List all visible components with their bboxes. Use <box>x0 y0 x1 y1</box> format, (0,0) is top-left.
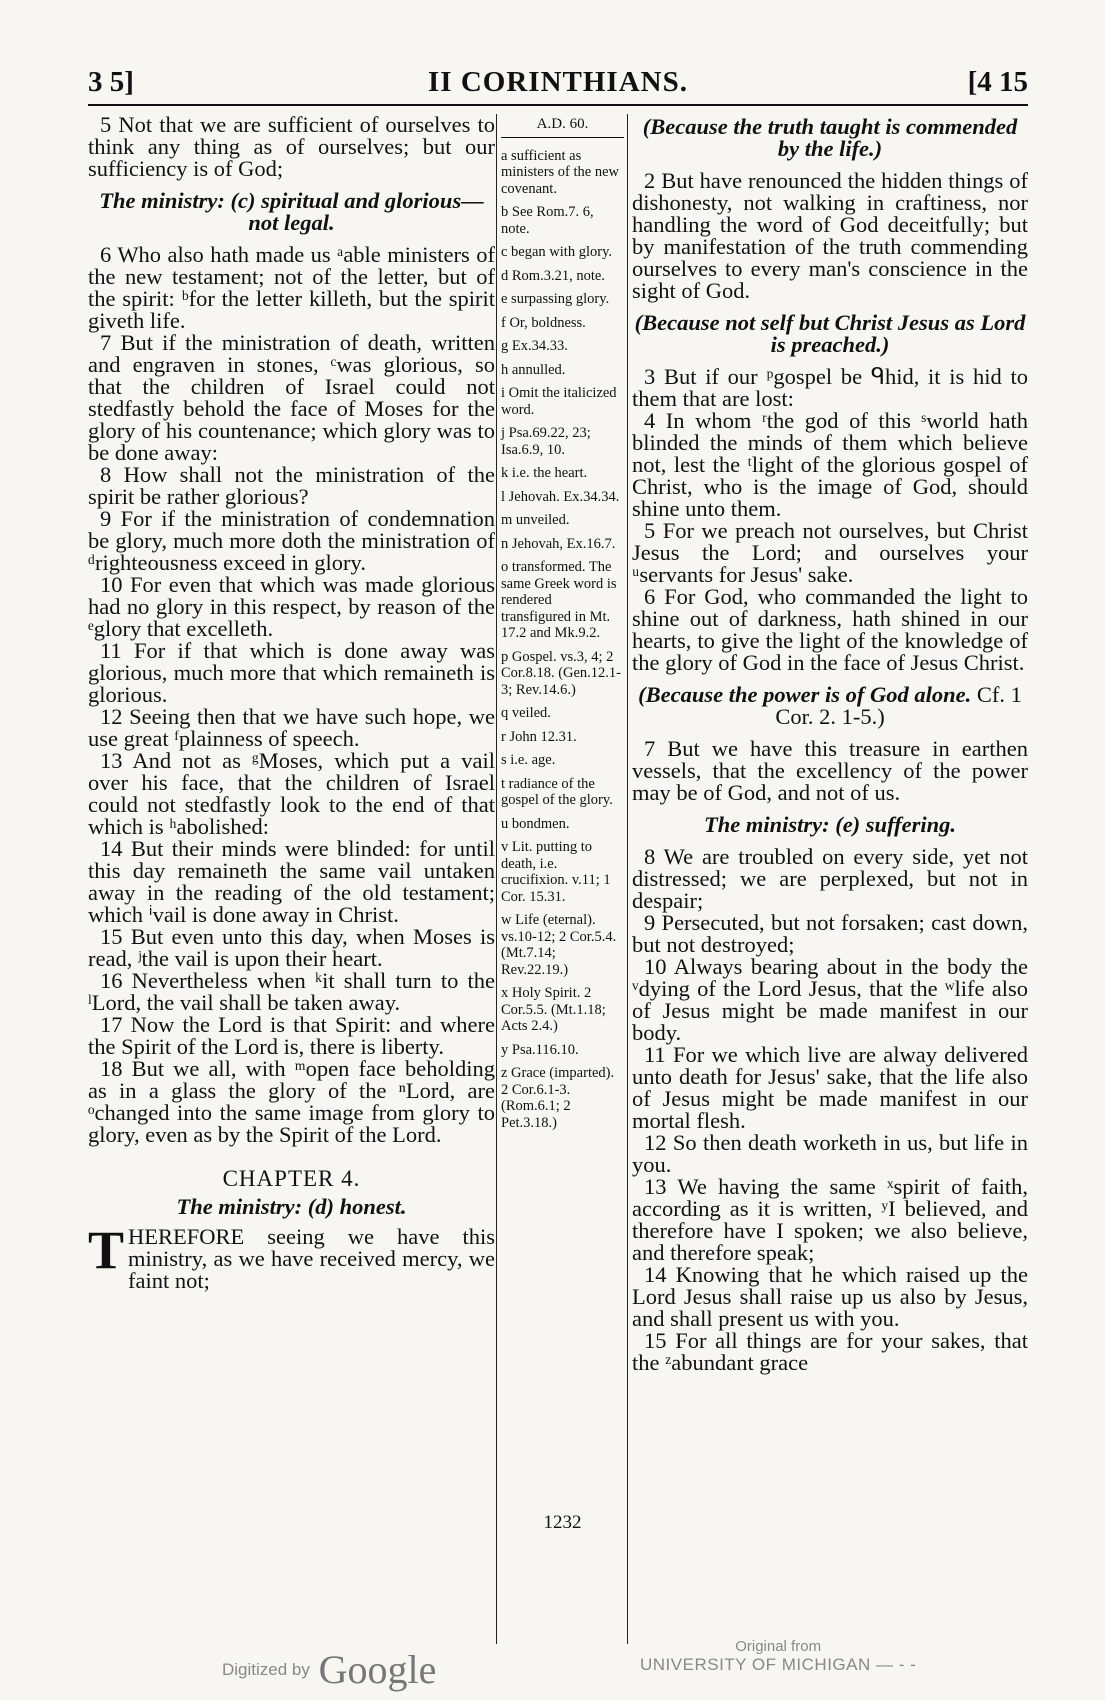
chapter-heading: CHAPTER 4. <box>222 1166 361 1191</box>
note-w: w Life (eternal). vs.10-12; 2 Cor.5.4. (Mt.7.14; Rev.22.19.) <box>501 912 617 978</box>
verse-3-13: 13 And not as ᵍMoses, which put a vail over his face, that the children of Israel could not stedfastly look to the end of that which is ʰabolished: <box>88 748 495 839</box>
verse-4-7: 7 But we have this treasure in earthen vessels, that the excellency of the power may be of God, and not of us. <box>632 736 1028 805</box>
verse-4-14: 14 Knowing that he which raised up the Lord Jesus shall raise up us also by Jesus, and shall present us with you. <box>632 1262 1028 1331</box>
verse-3-12: 12 Seeing then that we have such hope, we use great ᶠplainness of speech. <box>88 704 495 751</box>
verse-4-3: 3 But if our ᵖgospel be ᑫhid, it is hid to them that are lost: <box>632 364 1028 411</box>
verse-3-18: 18 But we all, with ᵐopen face beholding as in a glass the glory of the ⁿLord, are ᵒchanged into the same image from glory to glory, even as by the Spirit of the Lord. <box>88 1056 495 1147</box>
drop-cap: T <box>88 1220 125 1280</box>
verse-4-8: 8 We are troubled on every side, yet not distressed; we are perplexed, but not in despair; <box>632 844 1028 913</box>
note-y: y Psa.116.10. <box>501 1041 579 1058</box>
note-n: n Jehovah, Ex.16.7. <box>501 535 616 552</box>
header-left-ref: 3 5] <box>88 66 134 98</box>
google-logo: Google <box>318 1647 437 1692</box>
note-x: x Holy Spirit. 2 Cor.5.5. (Mt.1.18; Acts 2.4.) <box>501 985 606 1034</box>
heading-power-ref: Cf. 1 Cor. 2. 1-5.) <box>775 682 1022 729</box>
note-u: u bondmen. <box>501 815 570 832</box>
note-m: m unveiled. <box>501 512 570 528</box>
verse-4-6: 6 For God, who commanded the light to shine out of darkness, hath shined in our hearts, to give the light of the knowledge of the glory of God in the face of Jesus Christ. <box>632 584 1028 675</box>
note-l: l Jehovah. Ex.34.34. <box>501 488 620 505</box>
note-c: c began with glory. <box>501 244 613 260</box>
running-header <box>88 60 1028 106</box>
section-heading-truth: (Because the truth taught is commended by the life.) <box>642 114 1018 161</box>
note-s: s i.e. age. <box>501 752 556 768</box>
verse-3-5: 5 Not that we are sufficient of ourselves to think any thing as of ourselves; but our sufficiency is of God; <box>88 112 495 181</box>
note-d: d Rom.3.21, note. <box>501 267 605 284</box>
verse-3-14: 14 But their minds were blinded: for until this day remaineth the same vail untaken away in the reading of the old testament; which ⁱvail is done away in Christ. <box>88 836 495 927</box>
note-f: f Or, boldness. <box>501 314 586 331</box>
digitized-label: Digitized by <box>222 1660 310 1679</box>
verse-3-10: 10 For even that which was made glorious had no glory in this respect, by reason of the ᵉglory that excelleth. <box>88 572 495 641</box>
header-right-ref: [4 15 <box>967 66 1028 98</box>
note-o: o transformed. The same Greek word is rendered transfigured in Mt. 17.2 and Mk.9.2. <box>501 559 617 641</box>
verse-4-9: 9 Persecuted, but not forsaken; cast down, but not destroyed; <box>632 910 1028 957</box>
verse-4-13: 13 We having the same ˣspirit of faith, according as it is written, ʸI believed, and therefore have I spoken; we also believe, and therefore speak; <box>632 1174 1028 1265</box>
digitization-footer <box>0 1638 1105 1692</box>
note-b: b See Rom.7. 6, note. <box>501 204 594 237</box>
chapter-subtitle: The ministry: (d) honest. <box>176 1194 407 1219</box>
note-h: h annulled. <box>501 361 566 378</box>
verse-4-1 <box>88 1220 495 1293</box>
column-divider-left <box>496 114 497 1644</box>
verse-3-8: 8 How shall not the ministration of the spirit be rather glorious? <box>88 462 495 509</box>
verse-3-11: 11 For if that which is done away was glorious, much more that which remaineth is glorious. <box>88 638 495 707</box>
note-p: p Gospel. vs.3, 4; 2 Cor.8.18. (Gen.12.1-3; Rev.14.6.) <box>501 648 622 698</box>
page-number: 1232 <box>543 1512 582 1533</box>
section-heading-spiritual: The ministry: (c) spiritual and glorious—not legal. <box>99 188 484 235</box>
bible-page <box>88 60 1028 1620</box>
verse-3-9: 9 For if the ministration of condemnation be glory, much more doth the ministration of ᵈrighteousness exceed in glory. <box>88 506 495 575</box>
digitized-by <box>222 1646 436 1693</box>
verse-3-16: 16 Nevertheless when ᵏit shall turn to the ˡLord, the vail shall be taken away. <box>88 968 495 1015</box>
section-heading-power <box>632 684 1028 728</box>
verse-4-10: 10 Always bearing about in the body the ᵛdying of the Lord Jesus, that the ʷlife also of Jesus might be made manifest in our body. <box>632 954 1028 1045</box>
verse-3-6: 6 Who also hath made us ᵃable ministers of the new testament; not of the letter, but of the spirit: ᵇfor the letter killeth, but the spirit giveth life. <box>88 242 495 333</box>
verse-4-11: 11 For we which live are alway delivered unto death for Jesus' sake, that the life also of Jesus might be made manifest in our mortal flesh. <box>632 1042 1028 1133</box>
verse-4-4: 4 In whom ʳthe god of this ˢworld hath blinded the minds of them which believe not, lest the ᵗlight of the glorious gospel of Christ, who is the image of God, should shine unto them. <box>632 408 1028 521</box>
note-e: e surpassing glory. <box>501 291 610 307</box>
verse-4-5: 5 For we preach not ourselves, but Christ Jesus the Lord; and ourselves your ᵘservants for Jesus' sake. <box>632 518 1028 587</box>
book-title: II CORINTHIANS. <box>428 66 688 98</box>
note-z: z Grace (imparted). 2 Cor.6.1-3. (Rom.6.1; 2 Pet.3.18.) <box>501 1065 615 1131</box>
note-k: k i.e. the heart. <box>501 465 588 481</box>
note-t: t radiance of the gospel of the glory. <box>501 775 613 808</box>
verse-3-15: 15 But even unto this day, when Moses is read, ʲthe vail is upon their heart. <box>88 924 495 971</box>
section-heading-suffering: The ministry: (e) suffering. <box>703 812 957 837</box>
note-r: r John 12.31. <box>501 728 577 745</box>
original-source <box>640 1638 916 1675</box>
original-from-label: Original from <box>735 1638 822 1655</box>
section-heading-christ: (Because not self but Christ Jesus as Lord is preached.) <box>634 310 1026 357</box>
note-i: i Omit the italicized word. <box>501 385 617 418</box>
verse-4-12: 12 So then death worketh in us, but life in you. <box>632 1130 1028 1177</box>
verse-3-7: 7 But if the ministration of death, written and engraven in stones, ᶜwas glorious, so that the children of Israel could not stedfastly behold the face of Moses for the glory of his countenance; which glory was to be done away: <box>88 330 495 465</box>
note-v: v Lit. putting to death, i.e. crucifixion. v.11; 1 Cor. 15.31. <box>501 839 611 905</box>
date-note: A.D. 60. <box>501 116 624 138</box>
note-g: g Ex.34.33. <box>501 338 568 354</box>
marginal-notes-column <box>501 116 624 1138</box>
note-a: a sufficient as ministers of the new covenant. <box>501 147 619 197</box>
university-label: UNIVERSITY OF MICHIGAN — - - <box>640 1655 917 1674</box>
verse-4-2: 2 But have renounced the hidden things of dishonesty, not walking in craftiness, nor handling the word of God deceitfully; but by manifestation of the truth commending ourselves to every man's conscience in the sight of God. <box>632 168 1028 303</box>
verse-4-1-text: HEREFORE seeing we have this ministry, as we have received mercy, we faint not; <box>128 1224 495 1293</box>
right-text-column <box>632 114 1028 1374</box>
note-q: q veiled. <box>501 705 551 721</box>
note-j: j Psa.69.22, 23; Isa.6.9, 10. <box>501 425 591 458</box>
column-divider-right <box>627 114 628 1644</box>
heading-power-text: (Because the power is of God alone. <box>638 682 972 707</box>
verse-4-15: 15 For all things are for your sakes, that the ᶻabundant grace <box>632 1328 1028 1375</box>
verse-3-17: 17 Now the Lord is that Spirit: and where the Spirit of the Lord is, there is liberty. <box>88 1012 495 1059</box>
left-text-column <box>88 114 495 1292</box>
